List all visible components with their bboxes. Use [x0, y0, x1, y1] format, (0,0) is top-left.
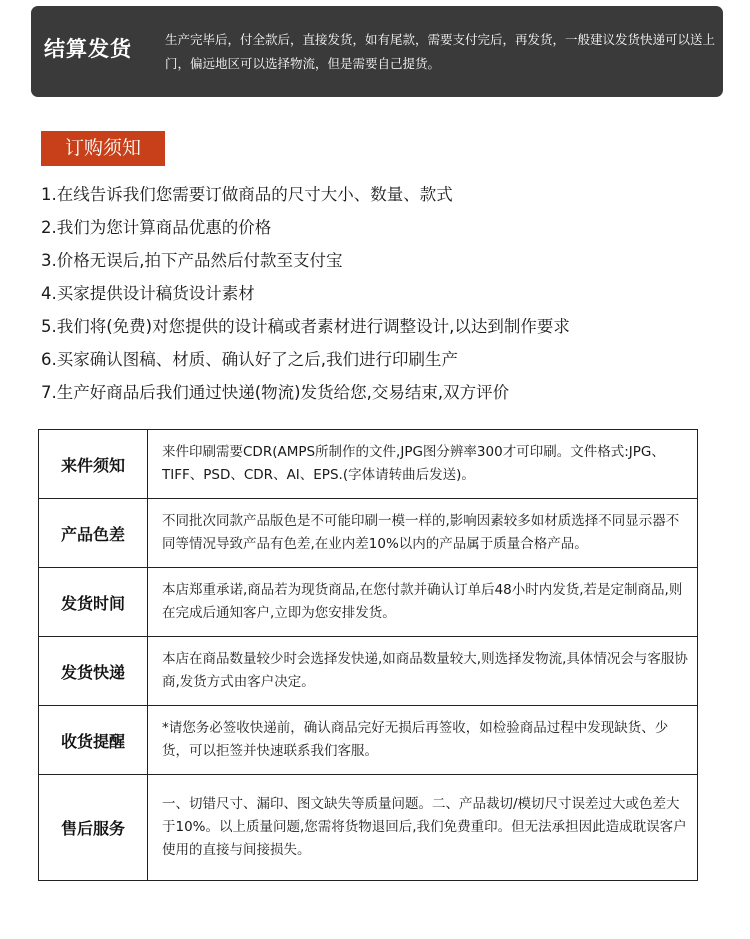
row-text: *请您务必签收快递前，确认商品完好无损后再签收，如检验商品过程中发现缺货、少货，可以拒签并快速联系我们客服。 [148, 706, 698, 775]
row-label: 发货时间 [39, 568, 148, 637]
row-text: 本店在商品数量较少时会选择发快递,如商品数量较大,则选择发物流,具体情况会与客服协商,发货方式由客户决定。 [148, 637, 698, 706]
order-steps-list [41, 178, 570, 409]
banner-title: 结算发货 [44, 37, 132, 61]
order-step: 1.在线告诉我们您需要订做商品的尺寸大小、数量、款式 [41, 185, 453, 204]
row-label: 收货提醒 [39, 706, 148, 775]
order-step: 7.生产好商品后我们通过快递(物流)发货给您,交易结束,双方评价 [41, 383, 510, 402]
table-row [39, 706, 698, 775]
settlement-shipping-banner [31, 6, 723, 97]
table-row [39, 568, 698, 637]
row-text: 本店郑重承诺,商品若为现货商品,在您付款并确认订单后48小时内发货,若是定制商品,则在完成后通知客户,立即为您安排发货。 [148, 568, 698, 637]
row-text: 来件印刷需要CDR(AMPS所制作的文件,JPG图分辨率300才可印刷。文件格式:JPG、TIFF、PSD、CDR、AI、EPS.(字体请转曲后发送)。 [148, 430, 698, 499]
row-text: 不同批次同款产品版色是不可能印刷一模一样的,影响因素较多如材质选择不同显示器不同等情况导致产品有色差,在业内差10%以内的产品属于质量合格产品。 [148, 499, 698, 568]
order-step: 3.价格无误后,拍下产品然后付款至支付宝 [41, 251, 343, 270]
order-notice-title: 订购须知 [41, 131, 165, 166]
banner-text: 生产完毕后，付全款后，直接发货，如有尾款，需要支付完后，再发货，一般建议发货快递可以送上门，偏远地区可以选择物流，但是需要自己提货。 [165, 32, 716, 71]
order-step: 6.买家确认图稿、材质、确认好了之后,我们进行印刷生产 [41, 350, 458, 369]
order-step: 5.我们将(免费)对您提供的设计稿或者素材进行调整设计,以达到制作要求 [41, 317, 570, 336]
order-step: 4.买家提供设计稿货设计素材 [41, 284, 255, 303]
row-label: 售后服务 [39, 775, 148, 881]
row-label: 来件须知 [39, 430, 148, 499]
table-row [39, 499, 698, 568]
row-text: 一、切错尺寸、漏印、图文缺失等质量问题。二、产品裁切/模切尺寸误差过大或色差大于10%。以上质量问题,您需将货物退回后,我们免费重印。但无法承担因此造成耽误客户使用的直接与间接损失。 [148, 775, 698, 881]
info-table [38, 429, 698, 881]
row-label: 产品色差 [39, 499, 148, 568]
table-row [39, 775, 698, 881]
table-row [39, 637, 698, 706]
table-row [39, 430, 698, 499]
order-step: 2.我们为您计算商品优惠的价格 [41, 218, 272, 237]
row-label: 发货快递 [39, 637, 148, 706]
